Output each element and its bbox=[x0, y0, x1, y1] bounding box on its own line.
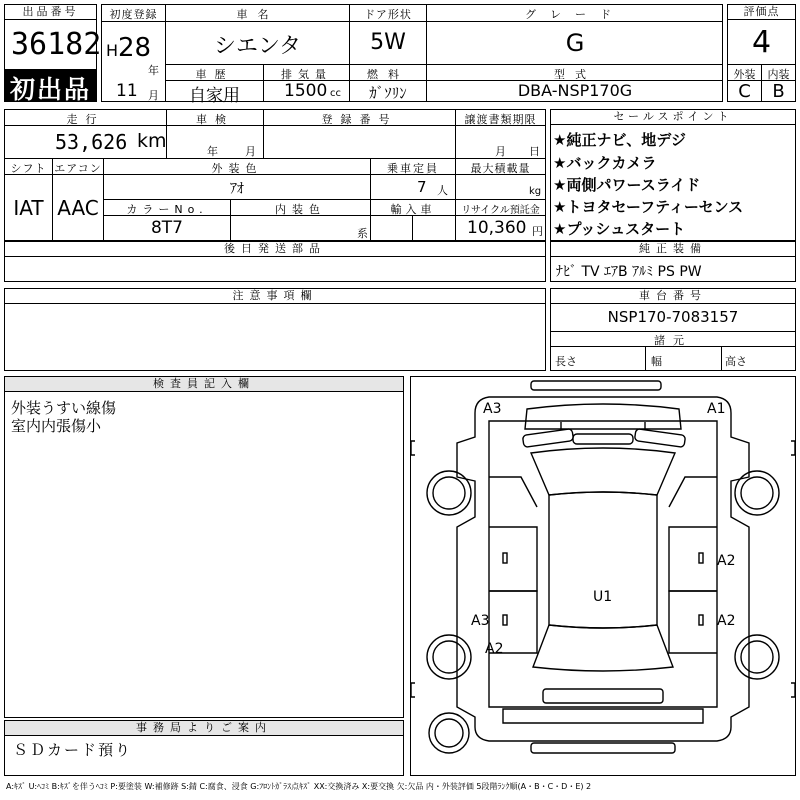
displacement-label: 排気量 bbox=[281, 68, 332, 81]
registration-month: 11 bbox=[116, 81, 138, 101]
sales-points-label: セールスポイント bbox=[551, 110, 795, 125]
equipment-value: ﾅﾋﾞ TV ｴｱB ｱﾙﾐ PS PW bbox=[556, 264, 702, 280]
inspection-year-unit: 年 bbox=[207, 145, 218, 158]
transfer-deadline-label: 譲渡書類期限 bbox=[464, 113, 537, 126]
equipment-label: 純正装備 bbox=[551, 242, 795, 257]
seats-value: 7 bbox=[417, 178, 427, 196]
damage-code-a2-left: A2 bbox=[485, 641, 504, 657]
registration-year-unit: 年 bbox=[148, 64, 159, 77]
chassis-value: NSP170-7083157 bbox=[607, 308, 739, 326]
shift-label: シフト bbox=[10, 162, 47, 175]
damage-code-u1: U1 bbox=[593, 589, 613, 605]
damage-code-a2-right-rear: A2 bbox=[717, 613, 736, 629]
score-box bbox=[727, 4, 796, 102]
interior-color-suffix: 系 bbox=[357, 227, 368, 240]
inspection-month-unit: 月 bbox=[245, 145, 256, 158]
car-name-value: シエンタ bbox=[213, 34, 302, 59]
import-label: 輸入車 bbox=[390, 203, 436, 216]
width-label: 幅 bbox=[651, 355, 662, 368]
lot-number-label: 出品番号 bbox=[5, 5, 96, 20]
vehicle-info-table bbox=[101, 4, 723, 106]
interior-score-label: 内装 bbox=[767, 68, 790, 81]
later-parts-label: 後日発送部品 bbox=[5, 242, 545, 257]
seats-unit: 人 bbox=[437, 184, 448, 197]
detail-table bbox=[4, 109, 546, 241]
recycle-value: 10,360 bbox=[467, 218, 527, 238]
damage-code-a2-right-front: A2 bbox=[717, 553, 736, 569]
transfer-day-unit: 日 bbox=[529, 145, 540, 158]
car-outline-diagram bbox=[411, 377, 795, 775]
transfer-month-unit: 月 bbox=[495, 145, 506, 158]
exterior-color-value: ｱｵ bbox=[230, 181, 244, 197]
car-name-label: 車名 bbox=[236, 8, 279, 21]
door-type-label: ドア形状 bbox=[364, 8, 412, 21]
exterior-score: C bbox=[738, 81, 751, 102]
displacement-unit: cc bbox=[330, 88, 341, 99]
score-value: 4 bbox=[751, 25, 772, 60]
reg-number-label: 登録番号 bbox=[321, 113, 398, 126]
registration-era: H bbox=[106, 41, 119, 60]
recycle-label: リサイクル預託金 bbox=[461, 205, 540, 216]
history-value: 自家用 bbox=[189, 86, 240, 106]
first-listing-label: 初出品 bbox=[10, 75, 92, 104]
equipment-box bbox=[550, 241, 796, 282]
registration-year: 28 bbox=[118, 33, 152, 63]
aircon-value: AAC bbox=[57, 196, 99, 220]
color-no-label: カラーNo. bbox=[126, 203, 208, 216]
exterior-color-label: 外装色 bbox=[211, 162, 263, 175]
grade-label: グレード bbox=[525, 8, 625, 21]
max-load-unit: kg bbox=[529, 186, 542, 197]
height-label: 高さ bbox=[725, 355, 747, 368]
score-label: 評価点 bbox=[728, 5, 795, 20]
damage-code-a1: A1 bbox=[707, 401, 726, 417]
interior-color-label: 内装色 bbox=[275, 203, 326, 216]
chassis-label: 車台番号 bbox=[551, 289, 795, 304]
seats-label: 乗車定員 bbox=[387, 162, 439, 175]
notes-box bbox=[4, 288, 546, 371]
lot-number-value: 36182 bbox=[11, 27, 102, 62]
lot-number-box bbox=[4, 4, 102, 104]
model-label: 型式 bbox=[554, 68, 596, 81]
dimensions-label: 諸元 bbox=[654, 334, 692, 347]
interior-score: B bbox=[772, 81, 785, 102]
office-notice-text: ＳＤカード預り bbox=[13, 741, 133, 759]
notes-label: 注意事項欄 bbox=[5, 289, 545, 304]
office-notice-label: 事務局よりご案内 bbox=[5, 721, 403, 736]
door-type-value: 5W bbox=[370, 30, 406, 55]
inspector-notes-box bbox=[4, 376, 404, 718]
fuel-label: 燃料 bbox=[367, 68, 409, 81]
sales-point-item: ★両側パワースライド bbox=[553, 176, 701, 194]
later-parts-box bbox=[4, 241, 546, 282]
inspector-note-line: 室内内張傷小 bbox=[11, 417, 102, 435]
mileage-value: 53,626 bbox=[55, 130, 128, 154]
fuel-value: ｶﾞｿﾘﾝ bbox=[369, 84, 407, 102]
exterior-score-label: 外装 bbox=[733, 68, 756, 81]
color-no-value: 8T7 bbox=[150, 218, 184, 238]
shift-value: IAT bbox=[13, 196, 44, 220]
office-notice-box bbox=[4, 720, 404, 776]
damage-code-a3-left: A3 bbox=[471, 613, 490, 629]
damage-legend: A:ｷｽﾞ U:ﾍｺﾐ B:ｷｽﾞを伴うﾍｺﾐ P:要塗装 W:補修跡 S:錆 C:腐食、浸食 G:ﾌﾛﾝﾄｶﾞﾗｽ点ｷｽﾞ XX:交換済み X:要交換 欠:欠品 内・外装評価 5段階ﾗﾝｸ順(A・B・C・D・E) 2 bbox=[6, 782, 592, 791]
displacement-value: 1500 bbox=[284, 81, 328, 101]
max-load-label: 最大積載量 bbox=[470, 162, 531, 175]
sales-point-item: ★プッシュスタート bbox=[553, 220, 686, 238]
aircon-label: エアコン bbox=[54, 162, 102, 175]
damage-code-a3-front: A3 bbox=[483, 401, 502, 417]
inspector-notes-label: 検査員記入欄 bbox=[5, 377, 403, 392]
history-label: 車歴 bbox=[195, 68, 234, 81]
first-registration-label: 初度登録 bbox=[109, 8, 158, 21]
inspection-label: 車検 bbox=[196, 113, 234, 126]
mileage-label: 走行 bbox=[66, 113, 105, 126]
sales-point-item: ★純正ナビ、地デジ bbox=[553, 131, 686, 149]
first-listing-badge bbox=[5, 69, 96, 104]
chassis-box bbox=[550, 288, 796, 371]
model-value: DBA-NSP170G bbox=[517, 81, 633, 100]
registration-month-unit: 月 bbox=[148, 89, 159, 102]
inspector-note-line: 外装うすい線傷 bbox=[11, 399, 117, 417]
mileage-unit: km bbox=[137, 130, 167, 152]
sales-point-item: ★バックカメラ bbox=[553, 154, 657, 172]
sales-point-item: ★トヨタセーフティーセンス bbox=[553, 198, 744, 216]
damage-diagram bbox=[410, 376, 796, 776]
grade-value: G bbox=[565, 29, 585, 57]
length-label: 長さ bbox=[555, 355, 577, 368]
sales-points-box bbox=[550, 109, 796, 241]
recycle-unit: 円 bbox=[532, 225, 543, 238]
